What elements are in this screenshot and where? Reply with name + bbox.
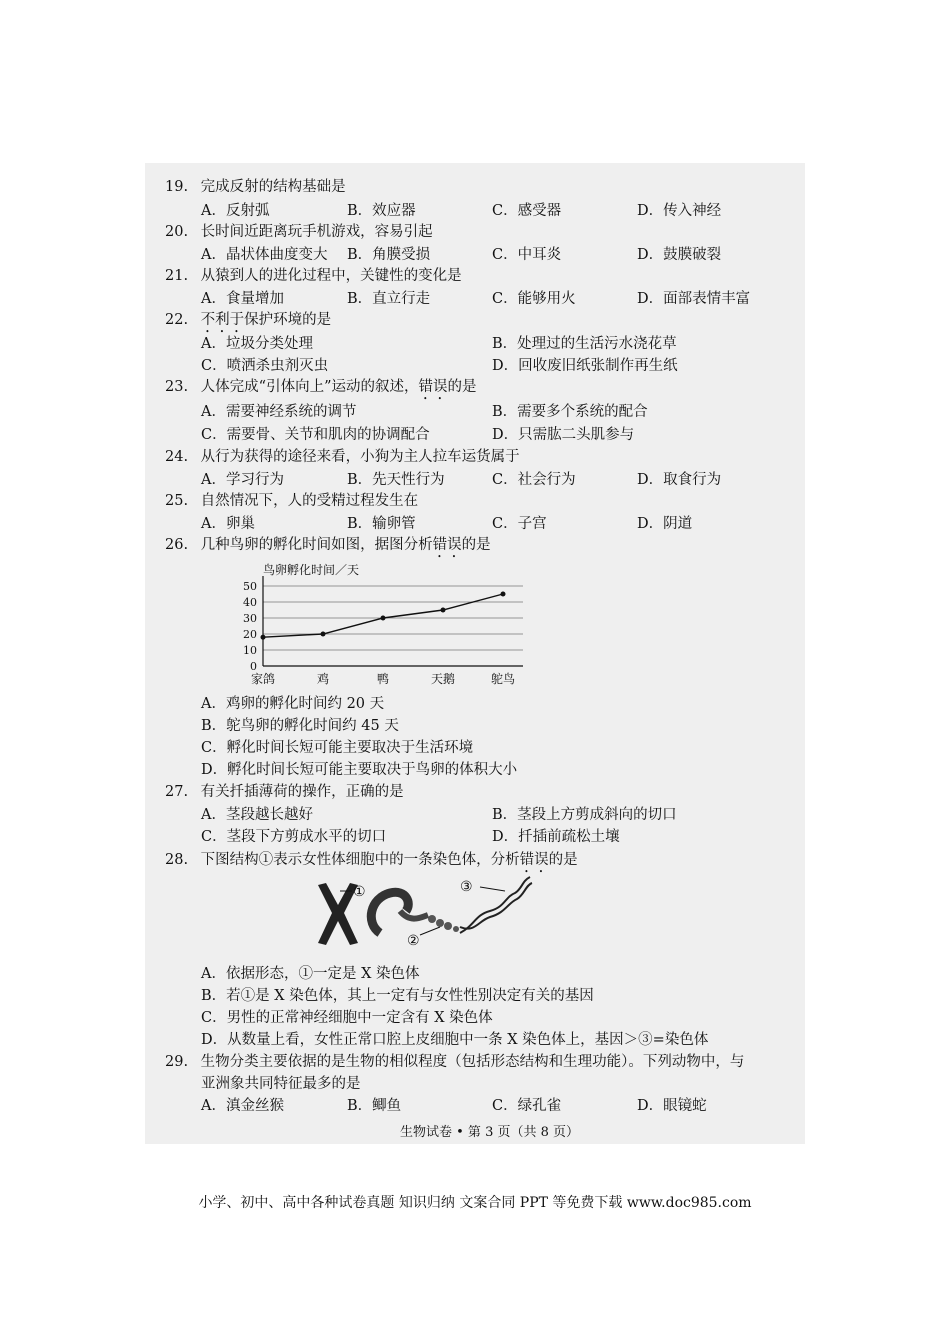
chromosome-figure (310, 863, 540, 958)
question-stem: 有关扦插薄荷的操作，正确的是 (200, 784, 404, 800)
y-tick-label: 10 (243, 644, 257, 657)
option-c: C．社会行为 (492, 472, 576, 488)
option-b: B．输卵管 (347, 516, 416, 532)
label-line-2 (420, 927, 440, 935)
question-23 (165, 378, 477, 403)
option-a: A．反射弧 (201, 203, 270, 219)
chart-title: 鸟卵孵化时间／天 (263, 563, 360, 577)
question-stem: 下图结构①表示女性体细胞中的一条染色体，分析 (200, 852, 520, 868)
question-stem-end: 的是 (447, 379, 477, 395)
question-stem: 自然情况下，人的受精过程发生在 (200, 493, 419, 509)
option-c: C．茎段下方剪成水平的切口 (201, 829, 387, 845)
question-number: 23. (165, 379, 189, 395)
option-a: A．茎段越长越好 (201, 807, 313, 823)
label-1: ① (353, 884, 366, 900)
chart-grid (263, 576, 523, 666)
option-a: A．滇金丝猴 (201, 1098, 284, 1114)
data-series (261, 592, 506, 640)
option-c: C．感受器 (492, 203, 562, 219)
y-tick-label: 20 (243, 628, 257, 641)
question-number: 25. (165, 493, 189, 509)
chromosome-diagram (310, 863, 540, 958)
option-c: C．中耳炎 (492, 247, 562, 263)
option-b: B．茎段上方剪成斜向的切口 (492, 807, 677, 823)
question-27 (165, 783, 404, 801)
option-c: C．男性的正常神经细胞中一定含有 X 染色体 (201, 1010, 493, 1026)
question-stem: 保护环境的是 (244, 312, 332, 328)
option-d: D．孵化时间长短可能主要取决于鸟卵的体积大小 (201, 762, 518, 778)
question-21 (165, 267, 462, 285)
question-19 (165, 178, 346, 196)
nucleosome (453, 926, 459, 932)
option-d: D．回收废旧纸张制作再生纸 (492, 358, 678, 374)
question-29 (165, 1053, 744, 1071)
question-stem: 长时间近距离玩手机游戏，容易引起 (200, 224, 433, 240)
option-a: A．学习行为 (201, 472, 284, 488)
question-stem: 从行为获得的途径来看，小狗为主人拉车运货属于 (200, 449, 520, 465)
x-tick-label: 天鹅 (430, 672, 456, 686)
option-a: A．垃圾分类处理 (201, 336, 313, 352)
scanned-page (145, 163, 805, 1144)
emphasis-text: 不利于 (200, 312, 245, 328)
option-a: A．依据形态，①一定是 X 染色体 (201, 966, 420, 982)
option-d: D．阴道 (637, 516, 693, 532)
option-c: C．喷洒杀虫剂灭虫 (201, 358, 329, 374)
question-stem: 几种鸟卵的孵化时间如图，据图分析 (200, 537, 433, 553)
emphasis-text: 错误 (418, 379, 448, 395)
label-3: ③ (460, 879, 473, 895)
data-point (381, 616, 386, 621)
question-number: 20. (165, 224, 189, 240)
option-b: B．处理过的生活污水浇花草 (492, 336, 677, 352)
label-2: ② (407, 933, 420, 949)
option-d: D．鼓膜破裂 (637, 247, 722, 263)
incubation-line-chart (233, 558, 533, 688)
question-24 (165, 448, 520, 466)
option-a: A．食量增加 (201, 291, 284, 307)
x-tick-label: 家鸽 (250, 672, 276, 686)
question-stem-end: 的是 (548, 852, 578, 868)
question-25 (165, 492, 418, 510)
question-stem-end: 的是 (461, 537, 491, 553)
option-b: B．需要多个系统的配合 (492, 404, 648, 420)
option-b: B．鲫鱼 (347, 1098, 402, 1114)
question-stem: 人体完成“引体向上”运动的叙述， (200, 379, 419, 395)
chromosome-x-shape (318, 883, 358, 945)
x-tick-label: 鸭 (376, 672, 390, 686)
question-stem: 从猿到人的进化过程中，关键性的变化是 (200, 268, 462, 284)
question-22 (165, 311, 331, 336)
question-number: 26. (165, 537, 189, 553)
x-tick-label: 鸡 (316, 672, 330, 686)
question-number: 24. (165, 449, 189, 465)
option-d: D．传入神经 (637, 203, 722, 219)
x-tick-label: 鸵鸟 (490, 672, 516, 686)
question-number: 21. (165, 268, 189, 284)
x-tick-labels (251, 671, 515, 686)
data-point (321, 632, 326, 637)
data-point (261, 635, 266, 640)
option-b: B．角膜受损 (347, 247, 431, 263)
y-tick-label: 30 (243, 612, 257, 625)
option-c: C．子宫 (492, 516, 547, 532)
page-footer: 生物试卷 • 第 3 页（共 8 页） (400, 1125, 580, 1140)
download-site-banner: 小学、初中、高中各种试卷真题 知识归纳 文案合同 PPT 等免费下载 www.doc985.com (198, 1195, 752, 1211)
option-d: D．眼镜蛇 (637, 1098, 707, 1114)
label-line-3 (480, 887, 505, 891)
option-d: D．面部表情丰富 (637, 291, 751, 307)
nucleosome (436, 919, 444, 927)
option-d: D．只需肱二头肌参与 (492, 427, 635, 443)
question-29-stem-line2: 亚洲象共同特征最多的是 (201, 1076, 361, 1092)
option-c: C．需要骨、关节和肌肉的协调配合 (201, 427, 430, 443)
question-number: 27. (165, 784, 189, 800)
question-number: 29. (165, 1054, 189, 1070)
emphasis-text: 错误 (432, 537, 462, 553)
y-tick-label: 0 (250, 660, 257, 673)
option-b: B．鸵鸟卵的孵化时间约 45 天 (201, 718, 399, 734)
option-c: C．绿孔雀 (492, 1098, 562, 1114)
question-stem: 生物分类主要依据的是生物的相似程度（包括形态结构和生理功能）。下列动物中，与 (200, 1054, 745, 1070)
data-point (501, 592, 506, 597)
option-a: A．卵巢 (201, 516, 255, 532)
y-tick-labels (243, 580, 257, 673)
question-number: 22. (165, 312, 189, 328)
option-a: A．需要神经系统的调节 (201, 404, 357, 420)
option-c: C．能够用火 (492, 291, 576, 307)
option-b: B．若①是 X 染色体，其上一定有与女性性别决定有关的基因 (201, 988, 594, 1004)
question-20 (165, 223, 433, 241)
emphasis-text: 错误 (519, 852, 549, 868)
data-point (441, 608, 446, 613)
option-a: A．鸡卵的孵化时间约 20 天 (201, 696, 385, 712)
y-tick-label: 50 (243, 580, 257, 593)
incubation-chart (233, 558, 533, 688)
nucleosome (444, 922, 452, 930)
option-c: C．孵化时间长短可能主要取决于生活环境 (201, 740, 474, 756)
nucleosome (428, 915, 436, 923)
option-d: D．从数量上看，女性正常口腔上皮细胞中一条 X 染色体上，基因＞③=染色体 (201, 1032, 709, 1048)
question-stem: 完成反射的结构基础是 (200, 179, 346, 195)
question-number: 28. (165, 852, 189, 868)
option-b: B．先天性行为 (347, 472, 445, 488)
option-d: D．取食行为 (637, 472, 722, 488)
option-a: A．晶状体曲度变大 (201, 247, 328, 263)
nucleosome-strand (400, 911, 428, 919)
option-b: B．效应器 (347, 203, 416, 219)
option-d: D．扦插前疏松土壤 (492, 829, 620, 845)
y-tick-label: 40 (243, 596, 257, 609)
option-b: B．直立行走 (347, 291, 431, 307)
question-number: 19. (165, 179, 189, 195)
